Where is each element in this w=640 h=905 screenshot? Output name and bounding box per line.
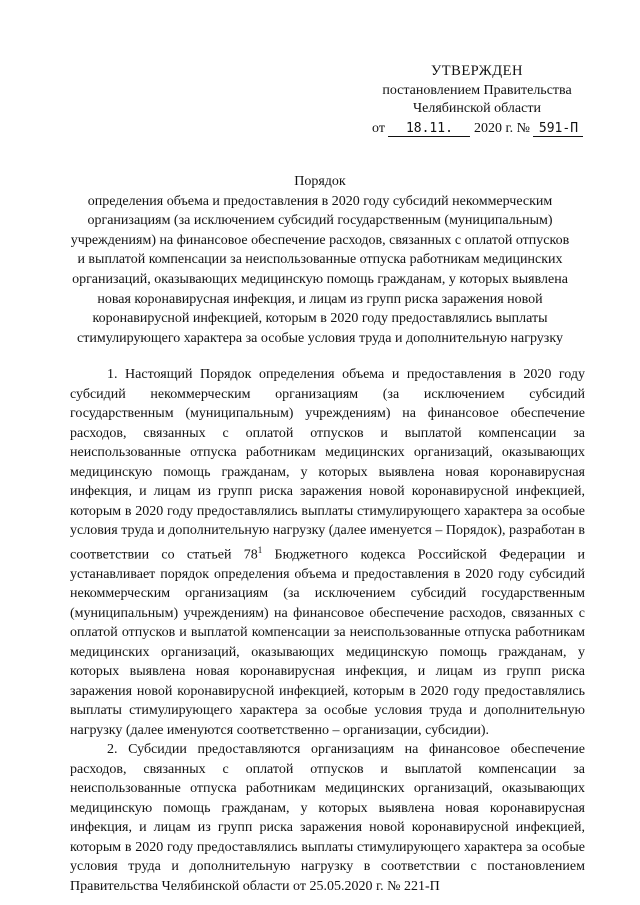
document-title-block (70, 172, 570, 348)
date-prefix: от (372, 121, 385, 136)
approval-line-1: постановлением Правительства (382, 83, 572, 98)
approval-number: 591-П (533, 121, 583, 137)
approval-date: 18.11. (388, 121, 470, 137)
approval-year: 2020 г. № (473, 121, 530, 136)
article-superscript: 1 (257, 544, 263, 555)
paragraph-2: 2. Субсидии предоставляются организациям на финансовое обеспечение расходов, связанных с оплатой отпусков и выплатой компенсации за неиспользованные отпуска работникам медицинских организаций, оказывающих медицинскую помощь гражданам, у которых выявлена новая коронавирусная инфекция, и лицам из групп риска заражения новой коронавирусной инфекцией, которым в 2020 году предоставлялись выплаты стимулирующего характера за особые условия труда и дополнительную нагрузку в соответствии с постановлением Правительства Челябинской области от 25.05.2020 г. № 221-П (70, 742, 585, 894)
paragraph-1 (70, 365, 585, 740)
paragraph-1-text-a: 1. Настоящий Порядок определения объема и предоставления в 2020 году субсидий некоммерческим организациям (за исключением субсидий государственным (муниципальным) учреждениям) на финансовое обеспечение расходов, связанных с оплатой отпусков и выплатой компенсации за неиспользованные отпуска работникам медицинских организаций, оказывающих медицинскую помощь гражданам, у которых выявлена новая коронавирусная инфекция, и лицам из групп риска заражения новой коронавирусной инфекцией, которым в 2020 году предоставлялись выплаты стимулирующего характера за особые условия труда и дополнительную нагрузку (далее именуется – Порядок), разработан в соответствии со статьей 78 (70, 367, 585, 563)
document-title: Порядок (294, 174, 346, 189)
approval-date-line (372, 120, 582, 138)
document-subtitle: определения объема и предоставления в 2020 году субсидий некоммерческим организациям (за исключением субсидий государственным (муниципальным) учреждениям) на финансовое обеспечение расходов, связанных с оплатой отпусков и выплатой компенсации за неиспользованные отпуска работникам медицинских организаций, оказывающих медицинскую помощь гражданам, у которых выявлена новая коронавирусная инфекция, и лицам из групп риска заражения новой коронавирусной инфекцией, которым в 2020 году предоставлялись выплаты стимулирующего характера за особые условия труда и дополнительную нагрузку (70, 193, 570, 346)
approval-line-2: Челябинской области (413, 101, 541, 116)
document-body (70, 365, 585, 896)
approval-block (372, 62, 582, 138)
approval-heading: УТВЕРЖДЕН (431, 63, 523, 79)
paragraph-1-text-b: Бюджетного кодекса Российской Федерации и устанавливает порядок определения объема и предоставления в 2020 году субсидий некоммерческим организациям (за исключением субсидий государственным (муниципальным) учреждениям) на финансовое обеспечение расходов, связанных с оплатой отпусков и выплатой компенсации за неиспользованные отпуска работникам медицинских организаций, оказывающих медицинскую помощь гражданам, у которых выявлена новая коронавирусная инфекция, и лицам из групп риска заражения новой коронавирусной инфекцией, которым в 2020 году предоставлялись выплаты стимулирующего характера за особые условия труда и дополнительную нагрузку (далее именуются соответственно – организации, субсидии). (70, 547, 585, 738)
